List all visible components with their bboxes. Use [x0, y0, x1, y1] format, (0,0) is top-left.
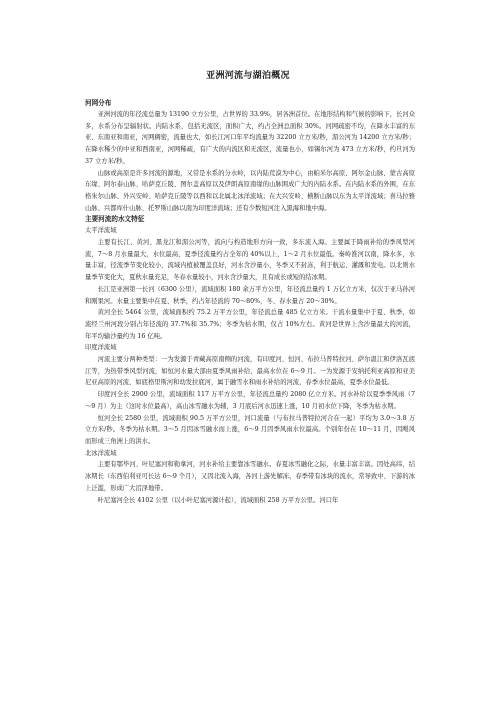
section-heading-river-network: 河网分布	[85, 99, 112, 107]
paragraph: 黄河全长 5464 公里，流域面积约 75.2 万平方公里，年径流总量 485 亿立方米。干流水量集中于夏、秋季，如流经兰州河段分别占年径流的 37.7%和 35.7%；冬季为枯水期，仅占 10%左右。黄河是世界上含沙量最大的河流，年平均输沙量约为 16 亿吨。	[85, 309, 415, 340]
paragraph: 叶尼塞河全长 4102 公里（以小叶尼塞河源计起），流域面积 258 万平方公里。河口年	[97, 496, 339, 504]
paragraph: 印度河全长 2900 公里，流域面积 117 万平方公里，年径流总量约 2080 亿立方米。河水补给以夏季季风雨（7～9 月）为主（这时水位最高），高山冰雪融水为辅，3 月底后河水迅速上涨，10 月初水位下降，冬季为枯水期。	[85, 391, 415, 410]
paragraph: 主要有鄂毕河、叶尼塞河和勒拿河，河水补给主要靠冰雪融水。春夏冰雪融化之际，水量丰富丰富。因处高纬，结冰期长（东西伯利亚可长达 6～9 个月），又因北流入海，各河上游先解冻，春季带有冰块的流水，常导致中、下游的冰上泛滥，形成广大沼泽地带。	[85, 461, 416, 492]
paragraph: 河流主要分两种类型：一为发源于青藏高原南侧的河流，有印度河、恒河、布拉马普特拉河、萨尔温江和伊洛瓦底江等，为热带季风型河流，如恒河水量大部由夏季风雨补给，最高水位在 6～9 月。一为发源于安纳托利亚高原和亚美尼亚高原的河流，如底格里斯河和幼发拉底河，属于融雪水和雨水补给的河流，春季水位最高，夏季水位最低。	[85, 356, 415, 387]
paragraph: 长江是亚洲第一长河（6300 公里），流域面积 180 余万平方公里，年径流总量约 1 万亿立方米，仅次于亚马孙河和刚果河。水量主要集中在夏、秋季，约占年径流的 70～80%，冬、春水量占 20～30%。	[85, 285, 415, 305]
subheading-arctic-basin: 北冰洋流域	[85, 449, 117, 457]
section-heading-hydrology: 主要河流的水文特征	[85, 215, 145, 224]
document-body	[85, 98, 415, 506]
paragraph: 山脉或高原是许多河流的源地，又常是水系的分水岭，以内陆荒漠为中心，由帕米尔高原、阿尔金山脉、蒙古高原东缘、阿尔泰山脉、哈萨克丘陵、图尔盖高原以及伊朗高原南缘的山脉围成广大的内陆水系。在内陆水系的外围，在东格朱尔山脉、外兴安岭、哈萨克丘陵等以西和以北属北冰洋流域；在大兴安岭、横断山脉以东为太平洋流域；喜马拉雅山脉、兴都库什山脉、托罗斯山脉以南为印度洋流域；还有少数短河注入黑海和地中海。	[85, 169, 415, 212]
paragraph: 主要有长江、黄河、黑龙江和湄公河等，流向与构造地形方向一致，多东流入海。主要属于降雨补给的季风型河流，7～8 月水量最大，水位最高，夏季径流量约占全年的 40%以上，1～2 月水位最低。秦岭淮河以南，降水多，水量丰富，径流季节变化较小，流域内植被覆盖良好，河水含沙量小，冬季又不封冻，利于航运、灌溉和发电。以北则水量季节变化大，夏秋水量充足，冬春水量较小，河水含沙量大，且有成长或短的结冰期。	[85, 239, 415, 282]
subheading-pacific-basin: 太平洋流域	[85, 227, 117, 235]
page-title: 亚洲河流与湖泊概况	[206, 71, 290, 81]
paragraph: 恒河全长 2580 公里，流域面积 90.5 万平方公里，河口流量（与布拉马普特拉河合在一起）平均为 3.0～3.8 万立方米/秒。冬季为枯水期。3～5 月因冰雪融水而上涨，6～9 月因季风雨水位最高。个别年份在 10～11 月，因飓风而形成三角洲上的洪水。	[85, 414, 415, 445]
paragraph: 亚洲河流的年径流总量为 13190 立方公里，占世界的 33.9%，居各洲首位。在地形结构和气候的影响下，长河众多，水系分布呈辐射状。内陆水系，包括无流区，面积广大，约占全洲总面积 30%。河网疏密不均，在降水丰富的东亚、东南亚和南亚，河网稠密，流量也大，如长江河口年平均流量为 32200 立方米/秒，湄公河为 14200 立方米/秒；在降水稀少的中亚和西南亚，河网稀疏，有广大的内流区和无流区，流量也小，如锡尔河为 473 立方米/秒，约旦河为 37 立方米/秒。	[85, 111, 415, 165]
subheading-indian-ocean-basin: 印度洋流域	[85, 344, 117, 352]
